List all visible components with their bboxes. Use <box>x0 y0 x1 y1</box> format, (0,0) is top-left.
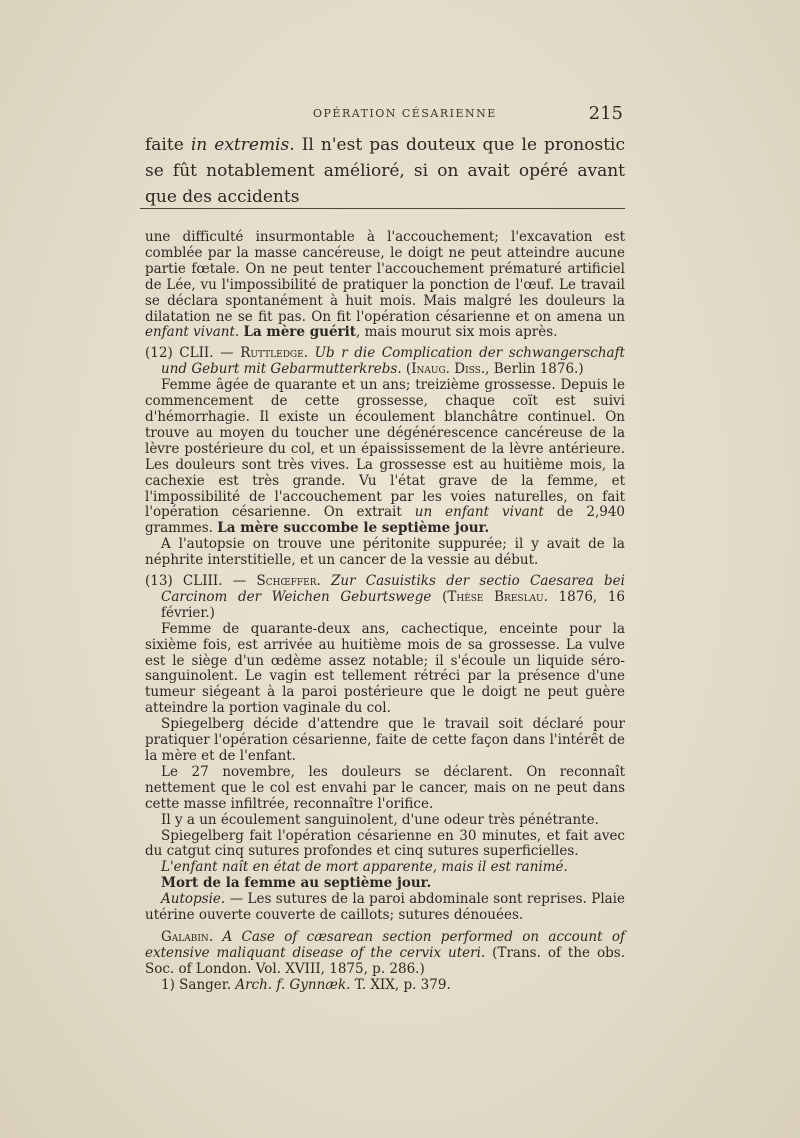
case-12-heading: (12) CLII. — Ruttledge. Ub r die Complication der schwangerschaft und Geburt mit Gebarmutterkrebs. (Inaug. Diss., Berlin 1876.) <box>145 345 625 378</box>
case-13-outcome: Mort de la femme au septième jour. <box>161 875 432 892</box>
page-header <box>145 103 623 125</box>
case-12-autopsy: A l'autopsie on trouve une péritonite suppurée; il y avait de la néphrite interstitielle, et un cancer de la vessie au début. <box>145 536 625 569</box>
case-13-paragraph: Il y a un écoulement sanguinolent, d'une odeur très pénétrante. <box>161 811 599 828</box>
continued-paragraph: faite in extremis. Il n'est pas douteux que le pronostic se fût notablement amélioré, si on avait opéré avant que des accidents <box>145 135 626 207</box>
case-12-paragraph: Femme âgée de quarante et un ans; treizième grossesse. Depuis le commencement de cette grossesse, chaque coït est suivi d'hémorrhagie. Il existe un écoulement blanchâtre continuel. On trouve au moyen du toucher une dégénérescence cancéreuse de la lèvre postérieure du col, et un épaississement de la lèvre antérieure. Les douleurs sont très vives. La grossesse est au huitième mois, la cachexie est très grande. Vu l'état grave de la femme, et l'impossibilité de l'accouchement par les voies naturelles, on fait l'opération césarienne. On extrait un enfant vivant de 2,940 grammes. La mère succombe le septième jour. <box>145 377 625 537</box>
case-13-paragraph: Spiegelberg décide d'attendre que le travail soit déclaré pour pratiquer l'opération césarienne, faite de cette façon dans l'intérêt de la mère et de l'enfant. <box>145 716 625 764</box>
page-number: 215 <box>588 103 623 124</box>
footnote: 1) Sanger. Arch. f. Gynnæk. T. XIX, p. 379. <box>161 976 451 993</box>
case-13-heading: (13) CLIII. — Schœffer. Zur Casuistiks der sectio Caesarea bei Carcinom der Weichen Geburtswege (Thèse Breslau. 1876, 16 février.) <box>145 573 626 621</box>
intro-paragraph: une difficulté insurmontable à l'accouchement; l'excavation est comblée par la masse cancéreuse, le doigt ne peut atteindre aucune partie fœtale. On ne peut tenter l'accouchement prématuré artificiel de Lée, vu l'impossibilité de pratiquer la ponction de l'œuf. Le travail se déclara spontanément à huit mois. Mais malgré les douleurs la dilatation ne se fit pas. On fit l'opération césarienne et on amena un enfant vivant. La mère guérit, mais mourut six mois après. <box>145 229 625 341</box>
case-reports <box>145 230 625 994</box>
continued-text <box>145 132 625 210</box>
galabin-reference: Galabin. A Case of cæsarean section performed on account of extensive maliquant disease of the cervix uteri. (Trans. of the obs. Soc. of London. Vol. XVIII, 1875, p. 286.) <box>145 928 625 977</box>
section-divider <box>140 208 625 209</box>
case-13-autopsy: Autopsie. — Les sutures de la paroi abdominale sont reprises. Plaie utérine ouverte couverte de caillots; sutures dénouées. <box>145 891 625 924</box>
running-title: OPÉRATION CÉSARIENNE <box>313 107 497 120</box>
case-13-paragraph: Spiegelberg fait l'opération césarienne en 30 minutes, et fait avec du catgut cinq sutures profondes et cinq sutures superficielles. <box>145 827 625 860</box>
case-13-paragraph: L'enfant naît en état de mort apparente, mais il est ranimé. <box>161 859 568 876</box>
case-13-paragraph: Femme de quarante-deux ans, cachectique, enceinte pour la sixième fois, est arrivée au huitième mois de sa grossesse. La vulve est le siège d'un œdème assez notable; il s'écoule un liquide séro-sanguinolent. Le vagin est tellement rétréci par la présence d'une tumeur siégeant à la paroi postérieure que le doigt ne peut guère atteindre la portion vaginale du col. <box>145 620 625 717</box>
case-13-paragraph: Le 27 novembre, les douleurs se déclarent. On reconnaît nettement que le col est envahi par le cancer, mais on ne peut dans cette masse infiltrée, reconnaître l'orifice. <box>145 763 625 812</box>
